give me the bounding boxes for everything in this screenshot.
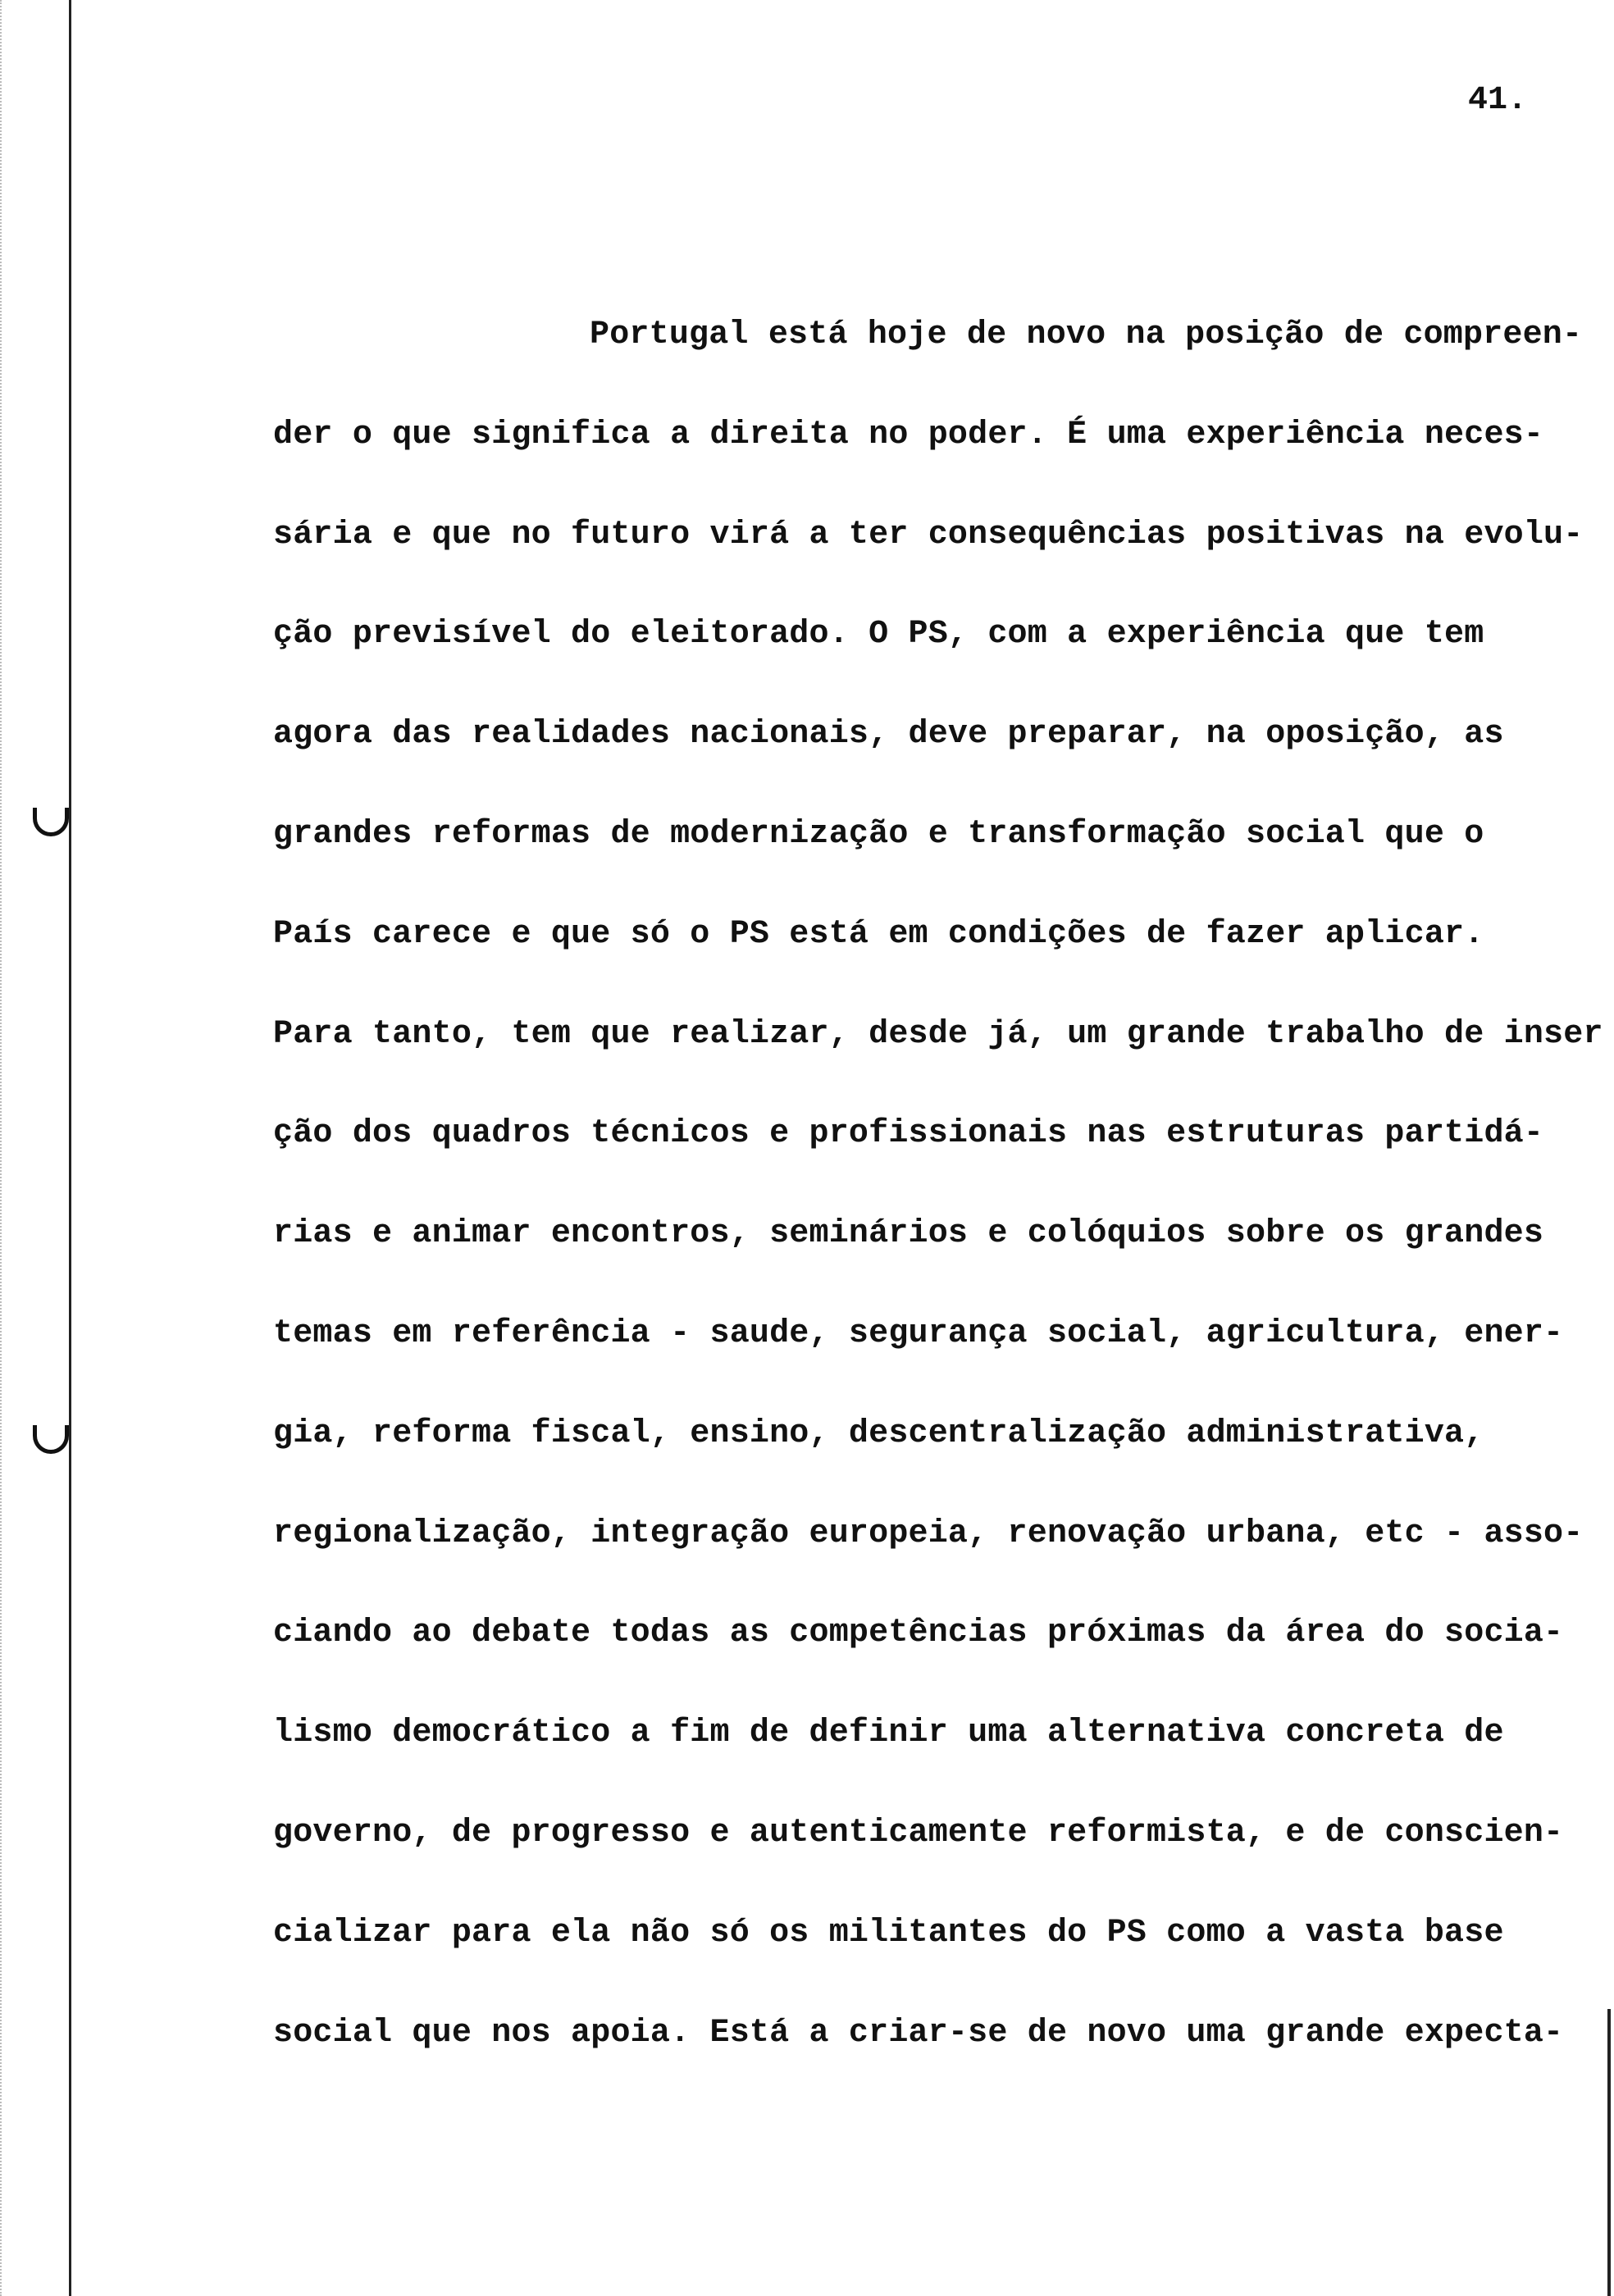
- text-line: cializar para ela não só os militantes do PS como a vasta base: [273, 1914, 1504, 1952]
- text-line: País carece e que só o PS está em condições de fazer aplicar.: [273, 915, 1484, 953]
- text-line: regionalização, integração europeia, renovação urbana, etc - asso-: [273, 1515, 1584, 1552]
- text-line: rias e animar encontros, seminários e colóquios sobre os grandes: [273, 1215, 1544, 1253]
- punch-hole-mark: [33, 808, 69, 836]
- text-line: lismo democrático a fim de definir uma alternativa concreta de: [273, 1715, 1504, 1752]
- text-line: der o que significa a direita no poder. É uma experiência neces-: [273, 416, 1544, 453]
- margin-line: [69, 0, 71, 2296]
- page-number: 41.: [1468, 82, 1528, 119]
- text-line: gia, reforma fiscal, ensino, descentralização administrativa,: [273, 1414, 1484, 1452]
- scan-edge: [0, 0, 5, 2296]
- text-line: sária e que no futuro virá a ter consequências positivas na evolu-: [273, 516, 1584, 554]
- text-line: agora das realidades nacionais, deve preparar, na oposição, as: [273, 716, 1504, 754]
- text-line: ciando ao debate todas as competências próximas da área do socia-: [273, 1615, 1564, 1652]
- text-line: ção previsível do eleitorado. O PS, com a experiência que tem: [273, 616, 1484, 654]
- text-line: Para tanto, tem que realizar, desde já, um grande trabalho de inser: [273, 1015, 1603, 1053]
- page-edge: [1607, 2009, 1611, 2296]
- punch-hole-mark: [33, 1425, 69, 1454]
- text-line: temas em referência - saude, segurança social, agricultura, ener-: [273, 1314, 1564, 1352]
- text-line: governo, de progresso e autenticamente reformista, e de conscien-: [273, 1814, 1564, 1852]
- text-line: ção dos quadros técnicos e profissionais nas estruturas partidá-: [273, 1115, 1544, 1153]
- text-line: social que nos apoia. Está a criar-se de novo uma grande expecta-: [273, 2014, 1564, 2052]
- paragraph: [273, 285, 1602, 2083]
- text-line: grandes reformas de modernização e transformação social que o: [273, 815, 1484, 853]
- text-line: Portugal está hoje de novo na posição de compreen-: [590, 317, 1583, 353]
